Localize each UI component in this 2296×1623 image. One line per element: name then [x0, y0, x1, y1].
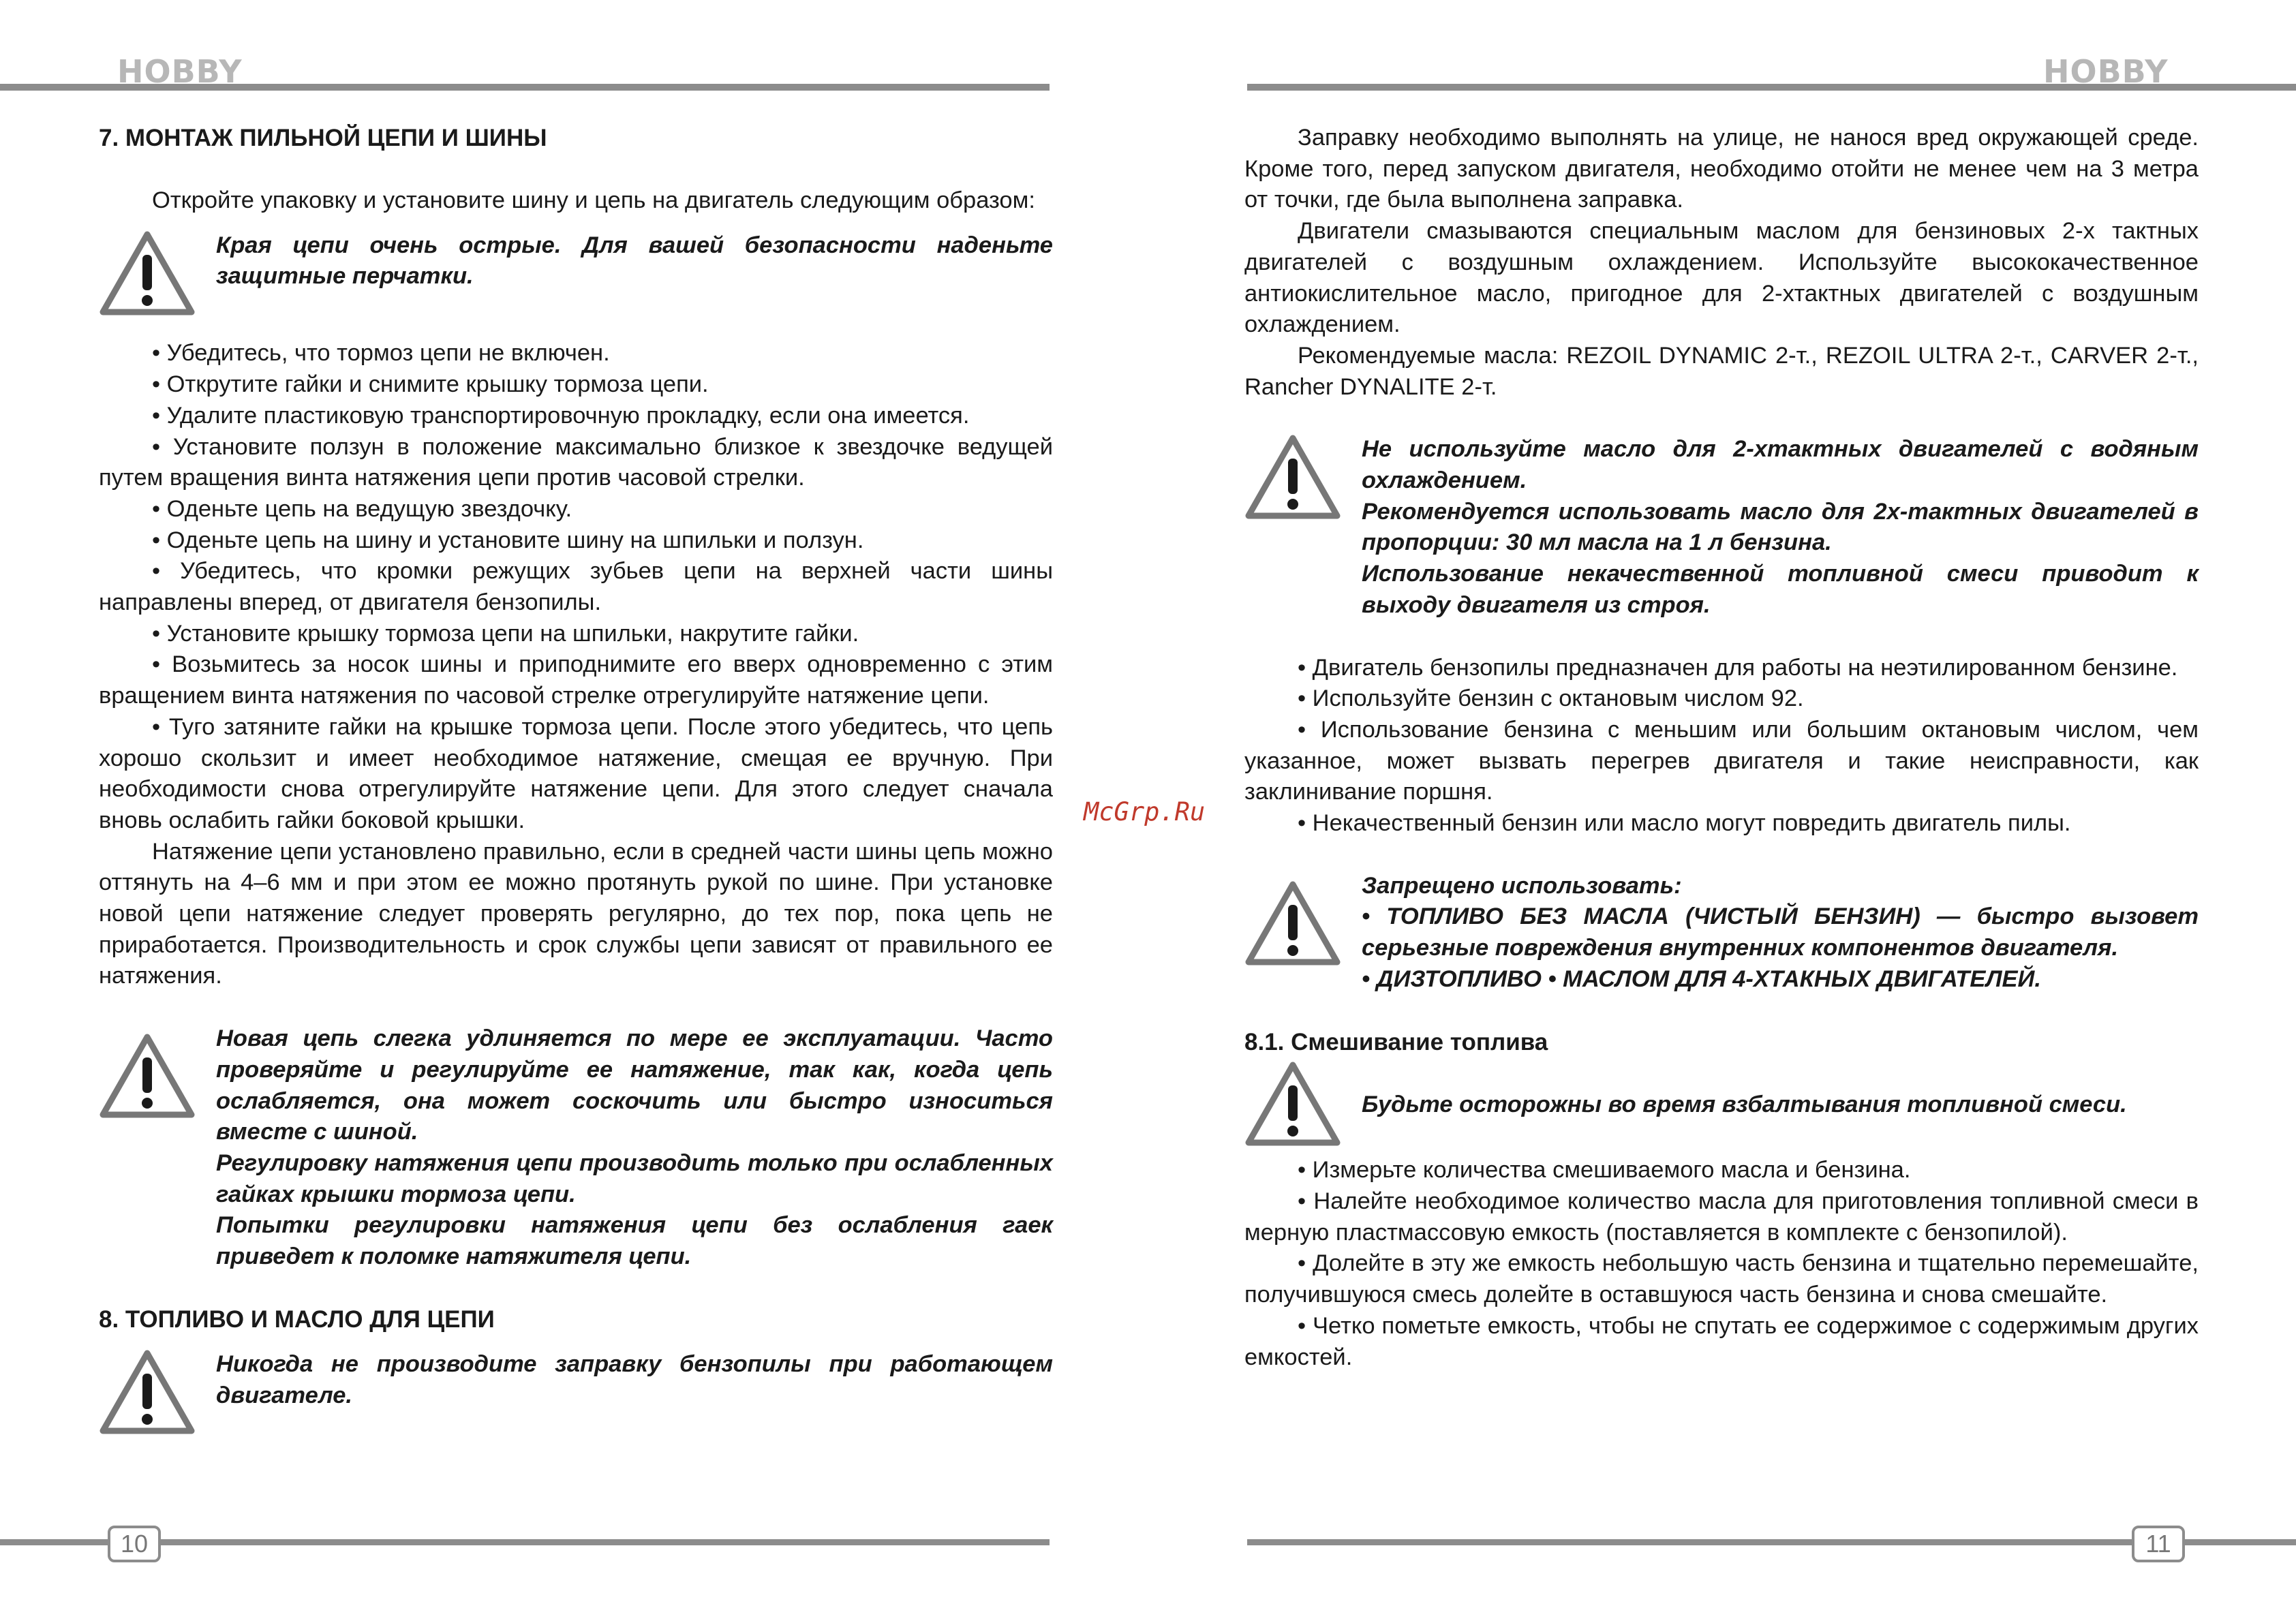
left-column [99, 123, 1053, 1444]
warning-block-forbidden [1244, 871, 2199, 995]
warning-text: Никогда не производите заправку бензопилы при работающем двигателе. [216, 1350, 1053, 1408]
step-item: • Установите ползун в положение максимально близкое к звездочке ведущей путем вращения винта натяжения цепи против часовой стрелки. [99, 433, 1053, 491]
body-paragraph: Рекомендуемые масла: REZOIL DYNAMIC 2-т., REZOIL ULTRA 2-т., CARVER 2-т., Rancher DYNALITE 2-т. [1244, 342, 2199, 400]
bullet-item: • Двигатель бензопилы предназначен для работы на неэтилированном бензине. [1298, 654, 2178, 681]
section-8-title: 8. ТОПЛИВО И МАСЛО ДЛЯ ЦЕПИ [99, 1305, 495, 1333]
warning-text: • ДИЗТОПЛИВО • МАСЛОМ ДЛЯ 4-ХТАКНЫХ ДВИГАТЕЛЕЙ. [1362, 965, 2041, 992]
warning-triangle-icon [1244, 1058, 1362, 1156]
warning-text: Попытки регулировки натяжения цепи без ослабления гаек приведет к поломке натяжителя цепи. [216, 1212, 1053, 1270]
bullet-item: • Некачественный бензин или масло могут повредить двигатель пилы. [1298, 810, 2071, 837]
warning-triangle-icon [1244, 434, 1362, 529]
warning-block-gloves [99, 230, 1053, 325]
warning-triangle-icon [99, 1349, 216, 1444]
warning-text: Края цепи очень острые. Для вашей безопасности наденьте защитные перчатки. [216, 232, 1053, 290]
warning-triangle-icon [1244, 871, 1362, 975]
step-item: • Удалите пластиковую транспортировочную прокладку, если она имеется. [152, 402, 970, 429]
step-item: • Убедитесь, что тормоз цепи не включен. [152, 340, 610, 367]
watermark: McGrp.Ru [1084, 797, 1206, 826]
warning-text: Не используйте масло для 2-хтактных двигателей с водяным охлаждением. [1362, 436, 2199, 494]
brand-logo-right: HOBBY [2043, 53, 2169, 90]
step-item: • Возьмитесь за носок шины и приподнимите его вверх одновременно с этим вращением винта натяжения по часовой стрелке отрегулируйте натяжение цепи. [99, 651, 1053, 709]
body-paragraph: Заправку необходимо выполнять на улице, не нанося вред окружающей среде. Кроме того, перед запуском двигателя, необходимо отойти не менее чем на 3 метра от точки, где была выполнена заправка. [1244, 125, 2199, 213]
bullet-item: • Использование бензина с меньшим или большим октановым числом, чем указанное, может вызвать перегрев двигателя и такие неисправности, как заклинивание поршня. [1244, 716, 2199, 805]
warning-triangle-icon [99, 230, 216, 325]
brand-logo-left: HOBBY [117, 53, 243, 90]
section-8-1-title: 8.1. Смешивание топлива [1244, 1028, 1548, 1055]
warning-triangle-icon [99, 1023, 216, 1128]
tension-paragraph: Натяжение цепи установлено правильно, если в средней части шины цепь можно оттянуть на 4–6 мм и при этом ее можно протянуть рукой по шине. При установке новой цепи натяжение следует проверять регулярно, до тех пор, пока цепь не приработается. Производительность и срок службы цепи зависят от правильного ее натяжения. [99, 838, 1053, 989]
intro-paragraph: Откройте упаковку и установите шину и цепь на двигатель следующим образом: [152, 187, 1035, 213]
warning-block-new-chain [99, 1023, 1053, 1273]
warning-text: Запрещено использовать: [1362, 872, 1682, 899]
bullet-item: • Используйте бензин с октановым числом 92. [1298, 685, 1804, 712]
body-paragraph: Двигатели смазываются специальным маслом для бензиновых 2-х тактных двигателей с воздушным охлаждением. Используйте высококачественное антиокислительное масло, пригодное для 2-хтактных двигателей с воздушным охлаждением. [1244, 218, 2199, 338]
section-7-title: 7. МОНТАЖ ПИЛЬНОЙ ЦЕПИ И ШИНЫ [99, 125, 547, 151]
warning-text: Рекомендуется использовать масло для 2х-тактных двигателей в пропорции: 30 мл масла на 1 л бензина. [1362, 498, 2199, 556]
right-column [1244, 123, 2199, 1373]
mix-step-item: • Измерьте количества смешиваемого масла и бензина. [1298, 1157, 1911, 1184]
warning-block-mixing [1244, 1058, 2199, 1156]
mix-step-item: • Налейте необходимое количество масла для приготовления топливной смеси в мерную пластмассовую емкость (поставляется в комплекте с бензопилой). [1244, 1188, 2199, 1246]
page-number-left: 10 [108, 1526, 161, 1562]
warning-text: • ТОПЛИВО БЕЗ МАСЛА (ЧИСТЫЙ БЕНЗИН) — быстро вызовет серьезные повреждения внутренних компонентов двигателя. [1362, 903, 2199, 961]
warning-text: Будьте осторожны во время взбалтывания топливной смеси. [1362, 1091, 2127, 1117]
warning-text: Новая цепь слегка удлиняется по мере ее эксплуатации. Часто проверяйте и регулируйте ее натяжение, так как, когда цепь ослабляется, она может соскочить или быстро износиться вместе с шиной. [216, 1025, 1053, 1145]
step-item: • Туго затяните гайки на крышке тормоза цепи. После этого убедитесь, что цепь хорошо скользит и имеет необходимое натяжение, смещая ее вручную. При необходимости снова отрегулируйте натяжение цепи. Для этого следует сначала вновь ослабить гайки боковой крышки. [99, 713, 1053, 833]
step-item: • Убедитесь, что кромки режущих зубьев цепи на верхней части шины направлены вперед, от двигателя бензопилы. [99, 558, 1053, 616]
mix-step-item: • Долейте в эту же емкость небольшую часть бензина и тщательно перемешайте, получившуюся смесь долейте в оставшуюся часть бензина и снова смешайте. [1244, 1250, 2199, 1308]
page-number-right: 11 [2132, 1526, 2185, 1562]
step-item: • Установите крышку тормоза цепи на шпильки, накрутите гайки. [152, 620, 859, 647]
warning-block-oil [1244, 434, 2199, 621]
step-item: • Оденьте цепь на ведущую звездочку. [152, 495, 572, 522]
step-item: • Открутите гайки и снимите крышку тормоза цепи. [152, 371, 709, 398]
step-item: • Оденьте цепь на шину и установите шину на шпильки и ползун. [152, 527, 864, 553]
warning-text: Регулировку натяжения цепи производить только при ослабленных гайках крышки тормоза цепи. [216, 1149, 1053, 1207]
warning-text: Использование некачественной топливной смеси приводит к выходу двигателя из строя. [1362, 561, 2199, 618]
warning-block-refuel [99, 1349, 1053, 1444]
mix-step-item: • Четко пометьте емкость, чтобы не спутать ее содержимое с содержимым других емкостей. [1244, 1312, 2199, 1370]
